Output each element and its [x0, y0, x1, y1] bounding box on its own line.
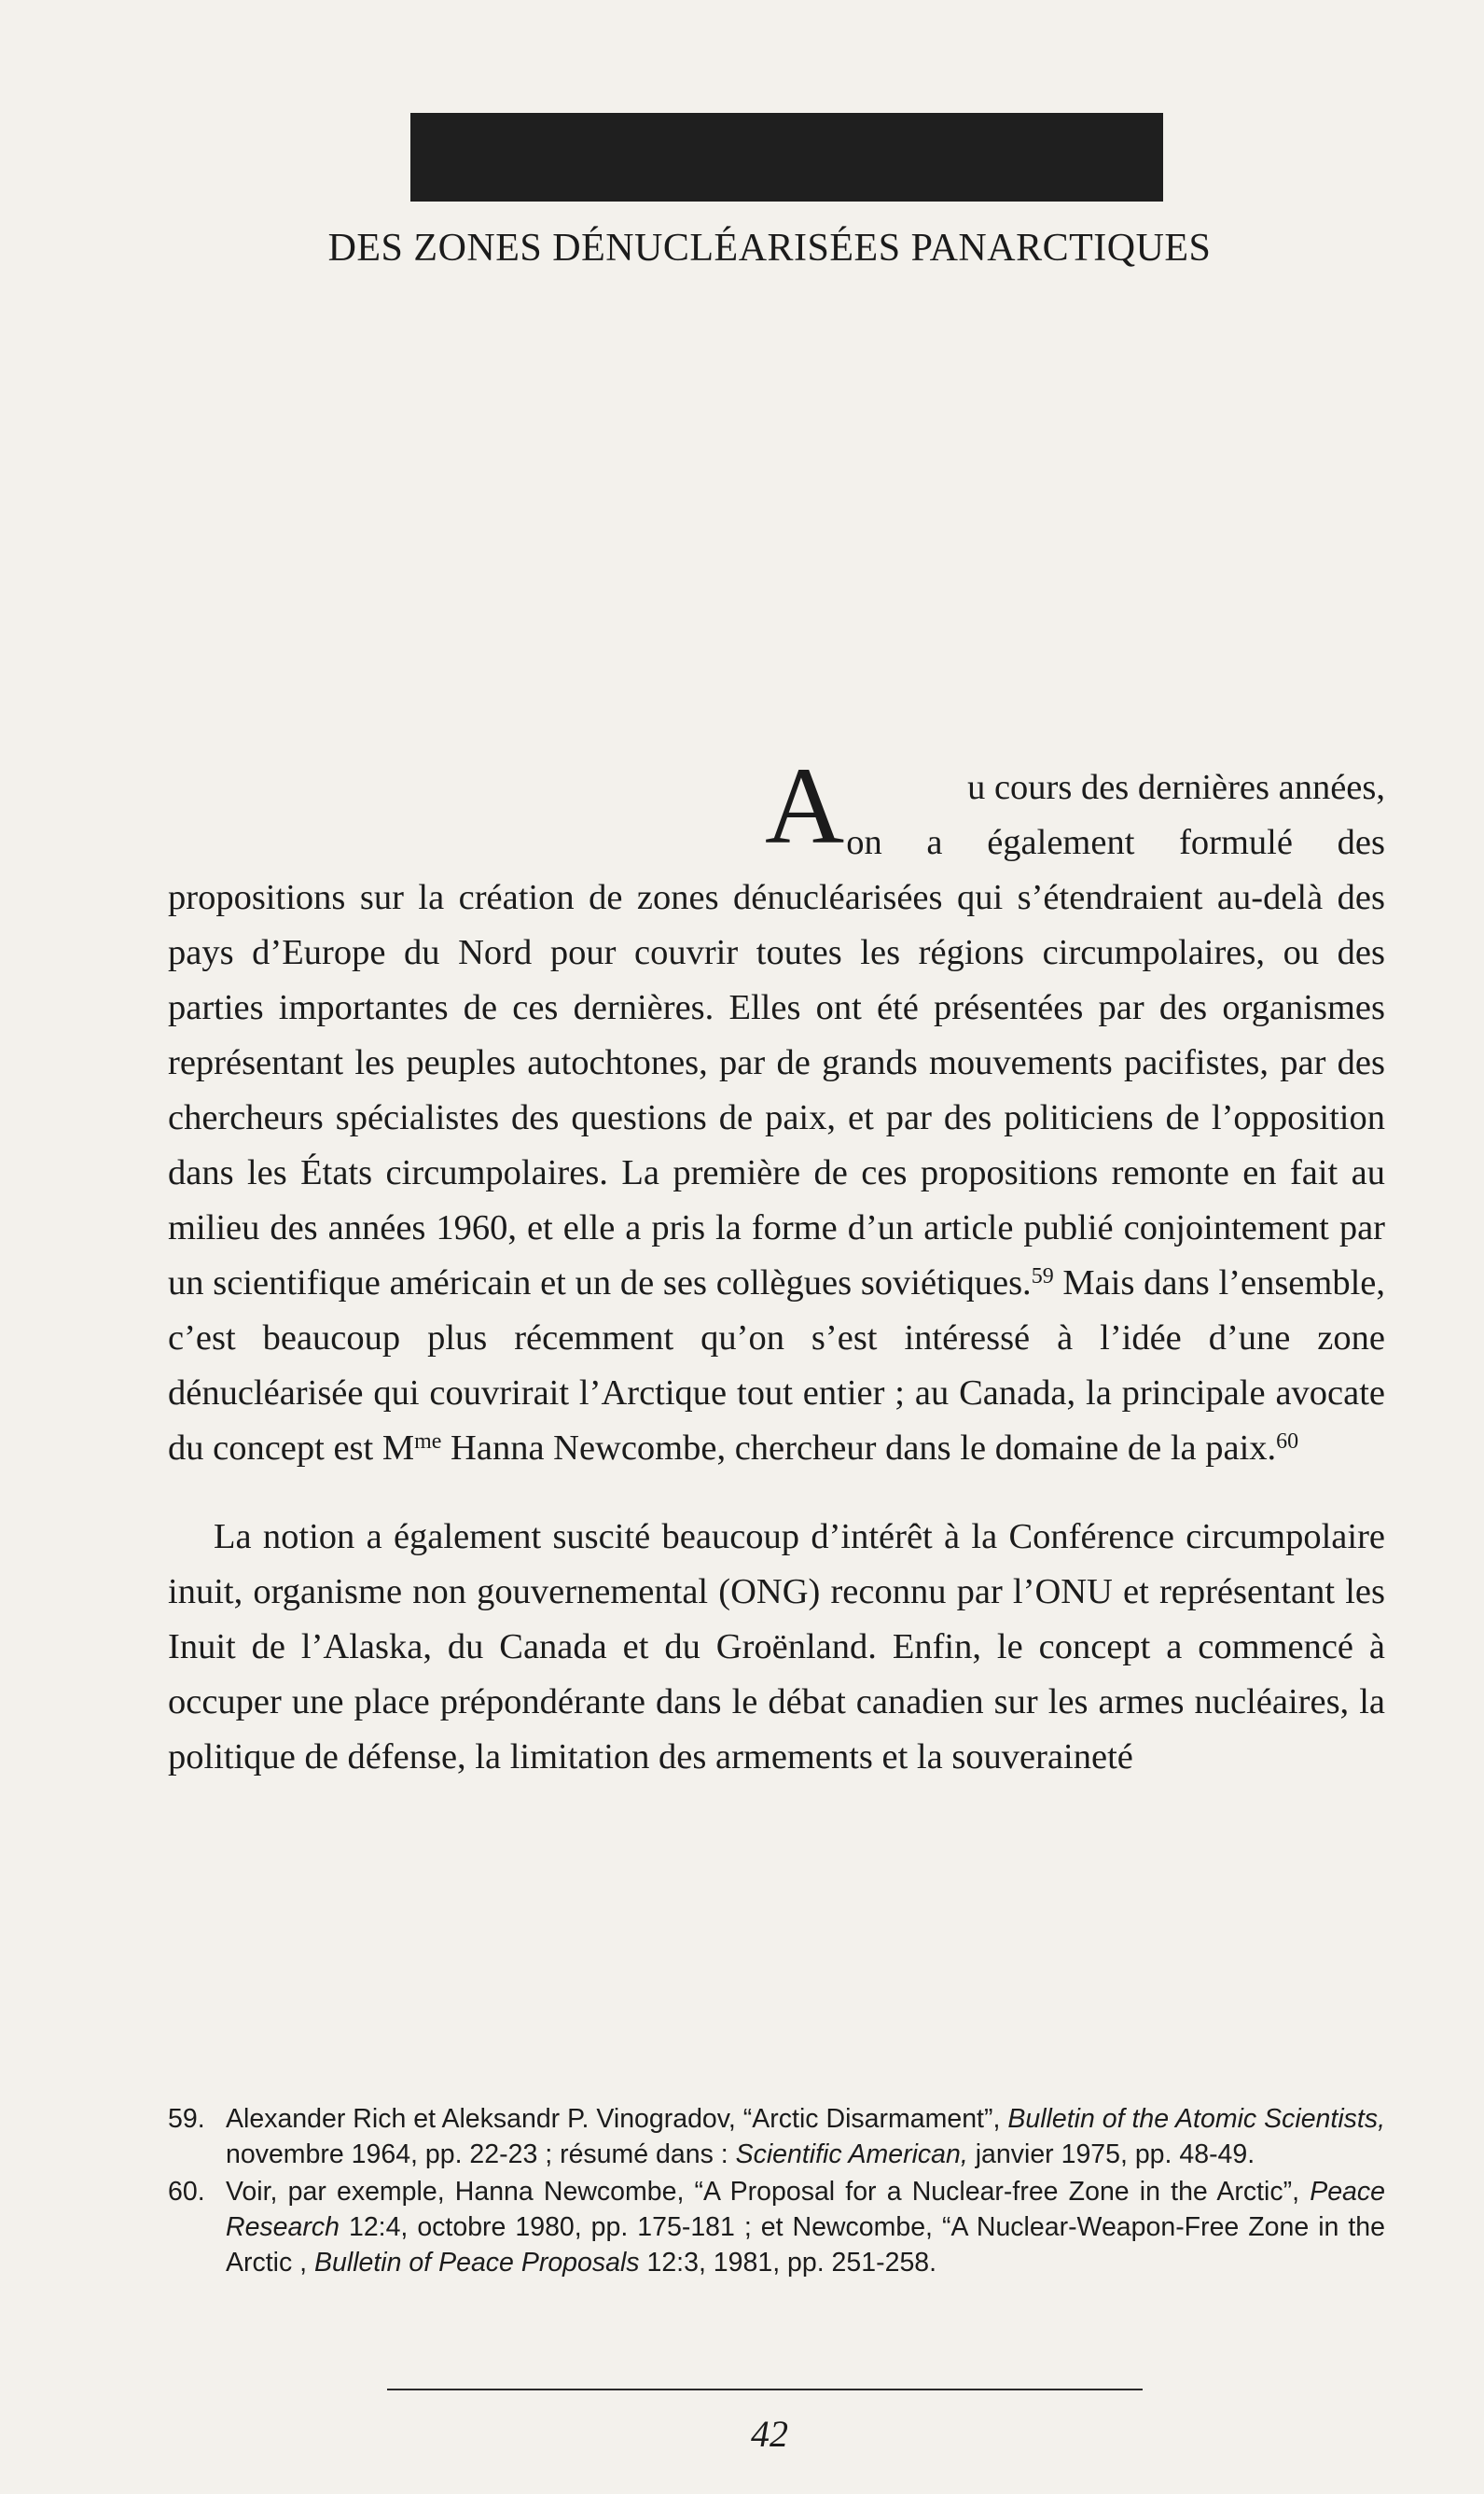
- footnote-text-part: 12:3, 1981, pp. 251-258.: [639, 2248, 937, 2278]
- paragraph-2: La notion a également suscité beaucoup d’intérêt à la Conférence circumpolaire inuit, organisme non gouvernemental (ONG) reconnu par l’ONU et représentant les Inuit de l’Alaska, du Canada et du Groënland. Enfin, le concept a commencé à occuper une place prépondérante dans le débat canadien sur les armes nucléaires, la politique de défense, la limitation des armements et la souveraineté: [168, 1517, 1385, 1776]
- footnotes: [168, 2101, 1385, 2282]
- footnote-text-part: novembre 1964, pp. 22-23 ; résumé dans :: [226, 2139, 736, 2169]
- footnote-title-italic: Scientific American,: [735, 2139, 968, 2169]
- footnote-60: [168, 2174, 1385, 2280]
- footer-rule: [387, 2389, 1143, 2390]
- paragraph-1-first-line: u cours des dernières années,: [967, 768, 1385, 807]
- paragraph-1-text-a: on a également formulé des propositions sur la création de zones dénucléarisées qui s’étendraient au-delà des pays d’Europe du Nord pour couvrir toutes les régions circumpolaires, ou des parties importantes de ces dernières. Elles ont été présentées par des organismes représentant les peuples autochtones, par de grands mouvements pacifistes, par des chercheurs spécialistes des questions de paix, et par des politiciens de l’opposition dans les États circumpolaires. La première de ces propositions remonte en fait au milieu des années 1960, et elle a pris la forme d’un article publié conjointement par un scientifique américain et un de ses collègues soviétiques.: [168, 823, 1385, 1303]
- main-body-text: [168, 745, 1385, 1785]
- footnote-title-italic: Peace Research: [226, 2177, 1385, 2242]
- footnote-title-italic: Bulletin of Peace Proposals: [314, 2248, 640, 2278]
- footnote-text-part: Alexander Rich et Aleksandr P. Vinogradov, “Arctic Disarmament”,: [226, 2104, 1008, 2134]
- footnote-text: [226, 2174, 1385, 2280]
- drop-cap: A: [765, 745, 845, 867]
- footnote-text-part: 12:4, octobre 1980, pp. 175-181 ; et Newcombe, “A Nuclear-Weapon-Free Zone in the Arctic ,: [226, 2212, 1385, 2278]
- footnote-ref-60: 60: [1276, 1429, 1299, 1454]
- superscript-me: me: [414, 1429, 442, 1454]
- header-black-bar: [410, 113, 1163, 202]
- paragraph-1: [168, 745, 1385, 1476]
- footnote-text: [226, 2101, 1385, 2172]
- footnote-text-part: Voir, par exemple, Hanna Newcombe, “A Proposal for a Nuclear-free Zone in the Arctic”,: [226, 2177, 1311, 2207]
- footnote-number: 60.: [168, 2177, 205, 2207]
- footnote-number: 59.: [168, 2104, 205, 2134]
- footnote-59: [168, 2101, 1385, 2172]
- footnote-ref-59: 59: [1031, 1264, 1054, 1289]
- page-number: 42: [751, 2413, 788, 2455]
- running-head: DES ZONES DÉNUCLÉARISÉES PANARCTIQUES: [327, 227, 1212, 270]
- footnote-text-part: janvier 1975, pp. 48-49.: [967, 2139, 1255, 2169]
- paragraph-1-text-c: Hanna Newcombe, chercheur dans le domaine de la paix.: [441, 1428, 1277, 1468]
- paragraph-1-text-b: Mais dans l’ensemble, c’est beaucoup plus récemment qu’on s’est intéressé à l’idée d’une zone dénucléarisée qui couvrirait l’Arctique tout entier ; au Canada, la principale avocate du concept est M: [168, 1263, 1385, 1468]
- footnote-title-italic: Bulletin of the Atomic Scientists,: [1007, 2104, 1385, 2134]
